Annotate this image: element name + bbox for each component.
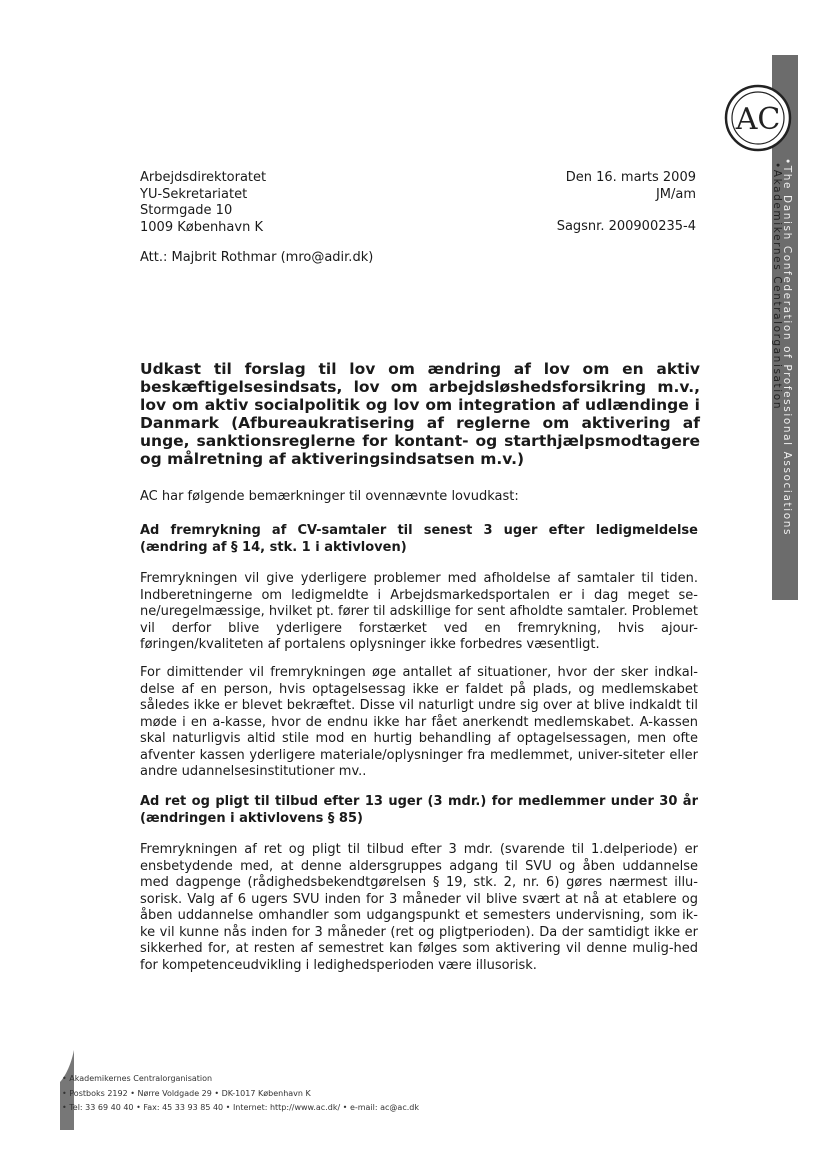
recipient-address: [140, 170, 266, 236]
footer-address: [62, 1072, 419, 1116]
section1-paragraph-2: [140, 665, 698, 781]
ac-logo: [723, 83, 793, 153]
letter-initials: JM/am: [655, 186, 696, 202]
letter-date: Den 16. marts 2009: [565, 170, 696, 185]
ac-logo-text: AC: [735, 102, 781, 137]
section1-heading: Ad fremrykning af CV-samtaler til senest 3 uger efter ledigmeldelse (ændring af § 14, stk. 1 i aktivloven): [140, 523, 698, 555]
recipient-line: YU-Sekretariatet: [140, 186, 248, 202]
attention-line: Att.: Majbrit Rothmar (mro@adir.dk): [140, 250, 374, 265]
document-title: Udkast til forslag til lov om ændring af lov om en aktiv beskæftigelsesindsats, lov om arbejdsløshedsforsikring m.v., lov om aktiv socialpolitik og lov om integration af udlændinge i Danmark (Afbureaukratisering af reglerne om aktivering af unge, sanktionsreglerne for kontant- og starthjælpsmodtagere og målretning af aktiveringsindsatsen m.v.): [140, 360, 700, 468]
paragraph-text: For dimittender vil fremrykningen øge antallet af situationer, hvor der sker indkal-delse af en person, hvis optagelsessag ikke er faldet på plads, og medlemskabet således ikke er blevet bekræftet. Disse vil naturligt undre sig over at blive indkaldt til møde i en a-kasse, hvor de endnu ikke har fået anerkendt medlemskabet. A-kassen skal naturligvis altid stile mod en hurtig behandling af optagelsessagen, men ofte afventer kassen yderligere materiale/oplysninger fra medlemmet, univer-siteter eller andre udannelsesinstitutioner mv..: [140, 665, 698, 779]
footer-line: • Postboks 2192 • Nørre Voldgade 29 • DK-1017 København K: [62, 1088, 311, 1098]
section2-paragraph-1: [140, 842, 698, 974]
recipient-line: 1009 København K: [140, 219, 263, 235]
case-number: Sagsnr. 200900235-4: [556, 219, 696, 234]
recipient-line: Stormgade 10: [140, 203, 233, 218]
logo-vertical-line-2: •The Danish Confederation of Professional Associations: [781, 158, 793, 537]
recipient-line: Arbejdsdirektoratet: [140, 170, 267, 185]
paragraph-text: Fremrykningen af ret og pligt til tilbud efter 3 mdr. (svarende til 1.delperiode) er ensbetydende med, at denne aldersgruppes adgang til SVU og åben uddannelse med dagpenge (rådighedsbekendtgørelsen § 19, stk. 2, nr. 6) gøres nærmest illu-sorisk. Valg af 6 ugers SVU inden for 3 måneder vil blive svært at nå at etablere og åben uddannelse omhandler som udgangspunkt et semesters undervisning, som ik-ke vil kunne nås inden for 3 måneder (ret og pligtperioden). Da der samtidigt ikke er sikkerhed for, at resten af semestret kan følges som aktivering vil denne mulig-hed for kompetenceudvikling i ledighedsperioden være illusorisk.: [140, 842, 698, 973]
section1-paragraph-1: [140, 571, 698, 654]
logo-vertical-line-1: •Akademikernes Centralorganisation: [771, 162, 783, 411]
footer-line: • Tel: 33 69 40 40 • Fax: 45 33 93 85 40 • Internet: http://www.ac.dk/ • e-mail: ac@ac.dk: [62, 1103, 419, 1112]
intro-text: AC har følgende bemærkninger til ovennævnte lovudkast:: [140, 489, 519, 504]
section2-heading: Ad ret og pligt til tilbud efter 13 uger (3 mdr.) for medlemmer under 30 år (ændringen i aktivlovens § 85): [140, 794, 698, 826]
footer-line: • Akademikernes Centralorganisation: [62, 1074, 213, 1083]
paragraph-text: Fremrykningen vil give yderligere problemer med afholdelse af samtaler til tiden. Indberetningerne om ledigmeldte i Arbejdsmarkedsportalen er i dag meget se-ne/uregelmæssige, hvilket pt. fører til adskillige for sent afholdte samtaler. Problemet vil derfor blive yderligere forstærket ved en fremrykning, hvis ajour-føringen/kvaliteten af portalens oplysninger ikke forbedres væsentligt.: [140, 571, 698, 652]
letter-meta: [557, 170, 696, 236]
